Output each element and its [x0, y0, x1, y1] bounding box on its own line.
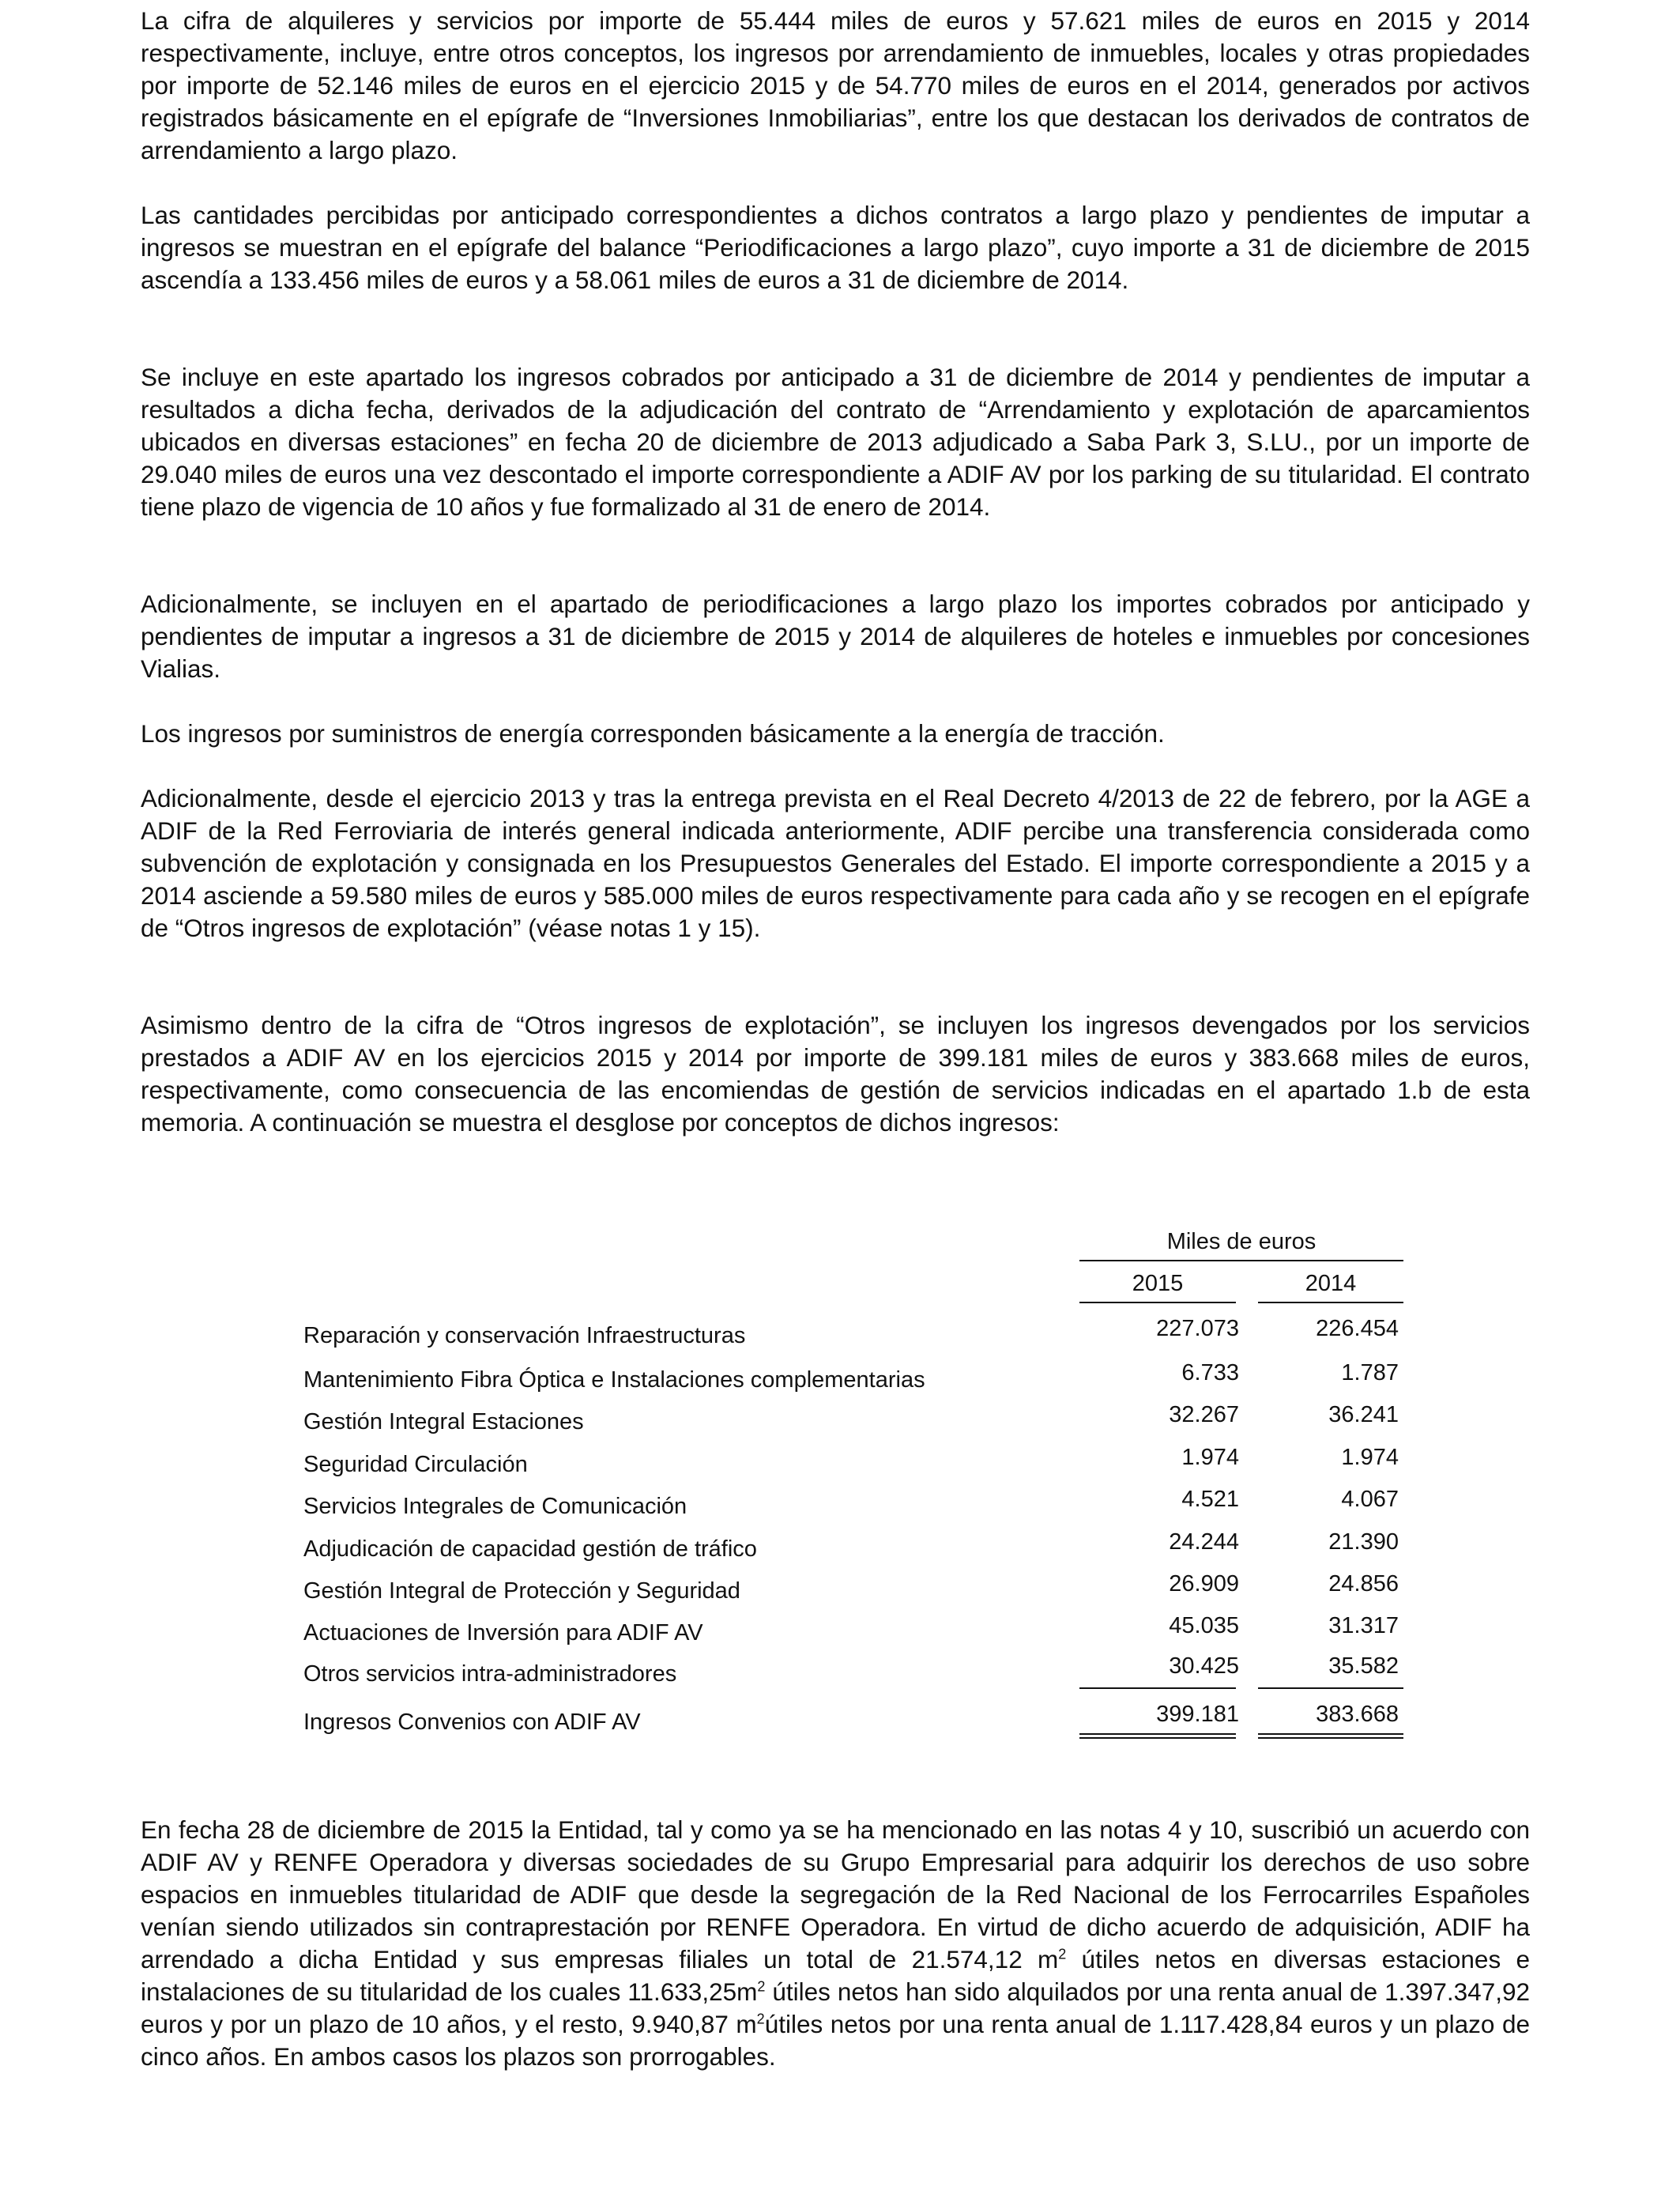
superscript-2: 2 — [1058, 1946, 1067, 1962]
paragraph-acuerdo-text-1: En fecha 28 de diciembre de 2015 la Entidad, tal y como ya se ha mencionado en las notas 4 y 10, suscribió un acuerdo con ADIF AV y RENFE Operadora y diversas sociedades de su Grupo Empresarial para adquirir los derechos de uso sobre espacios en inmuebles titularidad de ADIF que desde la segregación de la Red Nacional de los Ferrocarriles Españoles venían siendo utilizados sin contraprestación por RENFE Operadora. En virtud de dicho acuerdo de adquisición, ADIF ha arrendado a dicha Entidad y sus empresas filiales un total de 21.574,12 m — [141, 1815, 1530, 1973]
superscript-2: 2 — [756, 2011, 765, 2027]
table-total-2014: 383.668 — [1316, 1702, 1399, 1727]
subtotal-rule-2015 — [1079, 1687, 1236, 1689]
table-cell-2014: 1.974 — [1341, 1445, 1399, 1470]
table-cell-2014: 1.787 — [1341, 1360, 1399, 1385]
paragraph-acuerdo-text-3: útiles netos han sido alquilados por una renta anual de 1.397.347,92 euros y por un plazo de 10 años, y el resto, 9.940,87 m — [141, 1977, 1531, 2038]
column-rule-2015 — [1079, 1302, 1236, 1303]
paragraph-acuerdo-text-4: útiles netos por una renta anual de 1.117.428,84 euros y un plazo de cinco años. En ambos casos los plazos son prorrogables. — [141, 2010, 1530, 2071]
table-row-label: Seguridad Circulación — [303, 1452, 528, 1477]
column-rule-2014 — [1258, 1302, 1403, 1303]
table-cell-2014: 35.582 — [1328, 1653, 1399, 1679]
table-row-label: Servicios Integrales de Comunicación — [303, 1494, 687, 1519]
paragraph-otros-ingresos: Asimismo dentro de la cifra de “Otros ingresos de explotación”, se incluyen los ingresos devengados por los servicios prestados a ADIF AV en los ejercicios 2015 y 2014 por importe de 399.181 miles de euros y 383.668 miles de euros, respectivamente, como consecuencia de las encomiendas de gestión de servicios indicadas en el apartado 1.b de esta memoria. A continuación se muestra el desglose por conceptos de dichos ingresos: — [141, 1011, 1530, 1137]
table-row-label: Mantenimiento Fibra Óptica e Instalaciones complementarias — [303, 1367, 925, 1393]
total-double-rule-2015-b — [1079, 1737, 1236, 1739]
table-row-label: Actuaciones de Inversión para ADIF AV — [303, 1620, 703, 1646]
table-cell-2015: 4.521 — [1181, 1487, 1239, 1512]
paragraph-periodificaciones: Las cantidades percibidas por anticipado correspondientes a dichos contratos a largo plazo y pendientes de imputar a ingresos se muestran en el epígrafe del balance “Periodificaciones a largo plazo”, cuyo importe a 31 de diciembre de 2015 ascendía a 133.456 miles de euros y a 58.061 miles de euros a 31 de diciembre de 2014. — [141, 201, 1530, 294]
table-cell-2015: 227.073 — [1156, 1316, 1239, 1341]
table-cell-2014: 24.856 — [1328, 1571, 1399, 1596]
table-cell-2015: 26.909 — [1169, 1571, 1239, 1596]
table-cell-2015: 1.974 — [1181, 1445, 1239, 1470]
total-double-rule-2014-a — [1258, 1733, 1403, 1735]
table-total-2015: 399.181 — [1156, 1702, 1239, 1727]
paragraph-aparcamientos: Se incluye en este apartado los ingresos cobrados por anticipado a 31 de diciembre de 2014 y pendientes de imputar a resultados a dicha fecha, derivados de la adjudicación del contrato de “Arrendamiento y explotación de aparcamientos ubicados en diversas estaciones” en fecha 20 de diciembre de 2013 adjudicado a Saba Park 3, S.LU., por un importe de 29.040 miles de euros una vez descontado el importe correspondiente a ADIF AV por los parking de su titularidad. El contrato tiene plazo de vigencia de 10 años y fue formalizado al 31 de enero de 2014. — [141, 363, 1530, 521]
table-cell-2014: 21.390 — [1328, 1529, 1399, 1555]
table-cell-2014: 226.454 — [1316, 1316, 1399, 1341]
paragraph-vialias: Adicionalmente, se incluyen en el apartado de periodificaciones a largo plazo los importes cobrados por anticipado y pendientes de imputar a ingresos a 31 de diciembre de 2015 y 2014 de alquileres de hoteles e inmuebles por concesiones Vialias. — [141, 590, 1530, 683]
table-cell-2015: 30.425 — [1169, 1653, 1239, 1679]
table-total-label: Ingresos Convenios con ADIF AV — [303, 1710, 641, 1735]
total-double-rule-2014-b — [1258, 1737, 1403, 1739]
column-header-2015: 2015 — [1132, 1271, 1184, 1296]
table-row-label: Adjudicación de capacidad gestión de tráfico — [303, 1536, 757, 1562]
paragraph-alquileres: La cifra de alquileres y servicios por importe de 55.444 miles de euros y 57.621 miles de euros en 2015 y 2014 respectivamente, incluye, entre otros conceptos, los ingresos por arrendamiento de inmuebles, locales y otras propiedades por importe de 52.146 miles de euros en el ejercicio 2015 y de 54.770 miles de euros en el 2014, generados por activos registrados básicamente en el epígrafe de “Inversiones Inmobiliarias”, entre los que destacan los derivados de contratos de arrendamiento a largo plazo. — [141, 6, 1530, 164]
table-row-label: Reparación y conservación Infraestructuras — [303, 1323, 746, 1348]
table-cell-2014: 4.067 — [1341, 1487, 1399, 1512]
table-unit-header: Miles de euros — [1166, 1229, 1317, 1254]
paragraph-acuerdo-text-2: útiles netos en diversas estaciones e instalaciones de su titularidad de los cuales 11.633,25m — [141, 1945, 1530, 2006]
table-cell-2015: 6.733 — [1181, 1360, 1239, 1385]
table-cell-2014: 36.241 — [1328, 1402, 1399, 1427]
table-row-label: Gestión Integral Estaciones — [303, 1409, 584, 1434]
table-cell-2015: 32.267 — [1169, 1402, 1239, 1427]
table-row-label: Otros servicios intra-administradores — [303, 1661, 677, 1687]
table-cell-2015: 45.035 — [1169, 1613, 1239, 1638]
superscript-2: 2 — [757, 1978, 766, 1995]
table-cell-2014: 31.317 — [1328, 1613, 1399, 1638]
column-header-2014: 2014 — [1305, 1271, 1357, 1296]
paragraph-subvencion: Adicionalmente, desde el ejercicio 2013 y tras la entrega prevista en el Real Decreto 4/2013 de 22 de febrero, por la AGE a ADIF de la Red Ferroviaria de interés general indicada anteriormente, ADIF percibe una transferencia considerada como subvención de explotación y consignada en los Presupuestos Generales del Estado. El importe correspondiente a 2015 y a 2014 asciende a 59.580 miles de euros y 585.000 miles de euros respectivamente para cada año y se recogen en el epígrafe de “Otros ingresos de explotación” (véase notas 1 y 15). — [141, 784, 1530, 942]
paragraph-energia: Los ingresos por suministros de energía corresponden básicamente a la energía de tracción. — [141, 719, 1165, 748]
table-cell-2015: 24.244 — [1169, 1529, 1239, 1555]
total-double-rule-2015-a — [1079, 1733, 1236, 1735]
table-row-label: Gestión Integral de Protección y Seguridad — [303, 1578, 740, 1604]
subtotal-rule-2014 — [1258, 1687, 1403, 1689]
header-rule — [1079, 1260, 1403, 1261]
paragraph-acuerdo-renfe — [141, 1814, 1530, 2073]
